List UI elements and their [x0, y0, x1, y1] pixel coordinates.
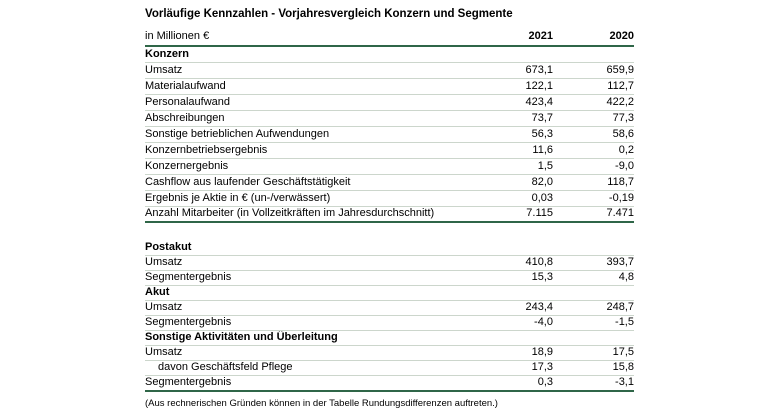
- table-row: [145, 346, 634, 361]
- row-label: Akut: [145, 286, 481, 301]
- value-2020: 0,2: [553, 142, 634, 158]
- value-2020: -0,19: [553, 190, 634, 206]
- row-label: Konzernergebnis: [145, 158, 481, 174]
- row-label: Postakut: [145, 241, 481, 256]
- value-2021: 82,0: [481, 174, 553, 190]
- table-row: [145, 158, 634, 174]
- segments-table: [145, 241, 634, 392]
- table-row: [145, 206, 634, 222]
- row-label: Cashflow aus laufender Geschäftstätigkeit: [145, 174, 481, 190]
- section-header-row: [145, 241, 634, 256]
- col-header-2020: 2020: [553, 29, 634, 46]
- value-2020: [553, 46, 634, 62]
- value-2020: 77,3: [553, 110, 634, 126]
- value-2020: [553, 331, 634, 346]
- row-label: Sonstige Aktivitäten und Überleitung: [145, 331, 481, 346]
- value-2021: 73,7: [481, 110, 553, 126]
- value-2021: 673,1: [481, 62, 553, 78]
- table-row: [145, 361, 634, 376]
- table-row: [145, 142, 634, 158]
- value-2021: 1,5: [481, 158, 553, 174]
- table-row: [145, 316, 634, 331]
- rounding-footnote: (Aus rechnerischen Gründen können in der Tabelle Rundungsdifferenzen auftreten.): [145, 398, 498, 409]
- value-2020: 15,8: [553, 361, 634, 376]
- value-2021: 11,6: [481, 142, 553, 158]
- value-2021: 17,3: [481, 361, 553, 376]
- table-row: [145, 110, 634, 126]
- row-label: Personalaufwand: [145, 94, 481, 110]
- value-2020: 118,7: [553, 174, 634, 190]
- value-2020: 659,9: [553, 62, 634, 78]
- value-2021: 122,1: [481, 78, 553, 94]
- row-label: Sonstige betrieblichen Aufwendungen: [145, 126, 481, 142]
- table-row: [145, 78, 634, 94]
- value-2021: 7.115: [481, 206, 553, 222]
- col-header-2021: 2021: [481, 29, 553, 46]
- value-2021: [481, 331, 553, 346]
- value-2021: 410,8: [481, 256, 553, 271]
- value-2020: -1,5: [553, 316, 634, 331]
- row-label: Umsatz: [145, 301, 481, 316]
- section-header-row: [145, 286, 634, 301]
- value-2020: 112,7: [553, 78, 634, 94]
- table-title: Vorläufige Kennzahlen - Vorjahresvergleich Konzern und Segmente: [145, 8, 513, 20]
- value-2020: -9,0: [553, 158, 634, 174]
- row-label: Umsatz: [145, 346, 481, 361]
- segments-table-body: [145, 241, 634, 391]
- table-row: [145, 301, 634, 316]
- value-2021: -4,0: [481, 316, 553, 331]
- table-row: [145, 174, 634, 190]
- row-label: Segmentergebnis: [145, 271, 481, 286]
- value-2021: [481, 46, 553, 62]
- row-label: Segmentergebnis: [145, 376, 481, 392]
- table-row: [145, 376, 634, 392]
- row-label: Konzernbetriebsergebnis: [145, 142, 481, 158]
- value-2020: 4,8: [553, 271, 634, 286]
- row-label: Anzahl Mitarbeiter (in Vollzeitkräften im Jahresdurchschnitt): [145, 206, 481, 222]
- column-header-row: [145, 29, 634, 46]
- value-2020: [553, 286, 634, 301]
- unit-label: in Millionen €: [145, 29, 481, 46]
- financial-report-panel: [145, 7, 634, 410]
- value-2021: [481, 241, 553, 256]
- value-2020: 7.471: [553, 206, 634, 222]
- table-row: [145, 256, 634, 271]
- row-label: Segmentergebnis: [145, 316, 481, 331]
- value-2021: 0,3: [481, 376, 553, 392]
- table-row: [145, 94, 634, 110]
- value-2021: 56,3: [481, 126, 553, 142]
- row-label: Abschreibungen: [145, 110, 481, 126]
- table-row: [145, 62, 634, 78]
- value-2021: 18,9: [481, 346, 553, 361]
- value-2020: 17,5: [553, 346, 634, 361]
- value-2021: 0,03: [481, 190, 553, 206]
- row-label: Umsatz: [145, 256, 481, 271]
- value-2020: [553, 241, 634, 256]
- section-header-row: [145, 331, 634, 346]
- table-row: [145, 271, 634, 286]
- value-2021: 15,3: [481, 271, 553, 286]
- value-2020: 393,7: [553, 256, 634, 271]
- row-label: Konzern: [145, 46, 481, 62]
- konzern-table: [145, 29, 634, 223]
- value-2021: 423,4: [481, 94, 553, 110]
- value-2020: 248,7: [553, 301, 634, 316]
- table-row: [145, 190, 634, 206]
- value-2020: 422,2: [553, 94, 634, 110]
- value-2021: 243,4: [481, 301, 553, 316]
- konzern-table-body: [145, 46, 634, 222]
- section-header-row: [145, 46, 634, 62]
- row-label: Ergebnis je Aktie in € (un-/verwässert): [145, 190, 481, 206]
- table-row: [145, 126, 634, 142]
- value-2021: [481, 286, 553, 301]
- value-2020: -3,1: [553, 376, 634, 392]
- row-label: Materialaufwand: [145, 78, 481, 94]
- value-2020: 58,6: [553, 126, 634, 142]
- row-label: davon Geschäftsfeld Pflege: [145, 361, 481, 376]
- row-label: Umsatz: [145, 62, 481, 78]
